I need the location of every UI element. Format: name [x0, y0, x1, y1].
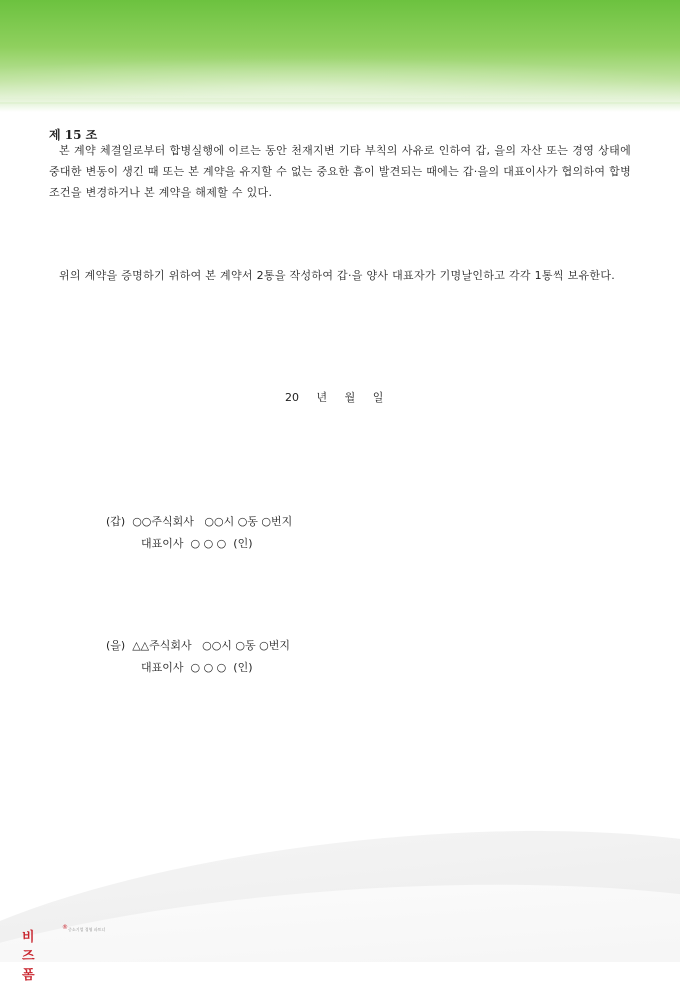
article-body: 본 계약 체결일로부터 합병실행에 이르는 동안 천재지변 기타 부칙의 사유로 인하여 갑, 을의 자산 또는 경영 상태에 중대한 변동이 생긴 때 또는 본 계약을 유지할 수 없는 중요한 흠이 발견되는 때에는 갑·을의 대표이사가 협의하여 합병조건을 변경하거나 본 계약을 해제할 수 있다.	[49, 144, 631, 199]
registered-mark: ®	[62, 924, 68, 931]
article-title: 제 15 조	[49, 128, 98, 142]
party-a-company: (갑) ○○주식회사 ○○시 ○동 ○번지	[106, 515, 293, 528]
party-b-representative: 대표이사 ○ ○ ○ (인)	[141, 661, 253, 674]
logo-wordmark: 비즈폼	[22, 930, 35, 983]
party-b-company: (을) △△주식회사 ○○시 ○동 ○번지	[106, 639, 291, 652]
party-a-representative: 대표이사 ○ ○ ○ (인)	[141, 537, 253, 550]
closing-statement: 위의 계약을 증명하기 위하여 본 계약서 2통을 작성하여 갑·을 양사 대표자가 기명날인하고 각각 1통씩 보유한다.	[59, 269, 616, 282]
logo-tagline: 중소기업 경영 파트너	[68, 927, 106, 932]
contract-date: 20 년 월 일	[285, 391, 384, 404]
bottom-swoosh-decoration	[0, 770, 680, 962]
header-sheen	[0, 58, 680, 98]
